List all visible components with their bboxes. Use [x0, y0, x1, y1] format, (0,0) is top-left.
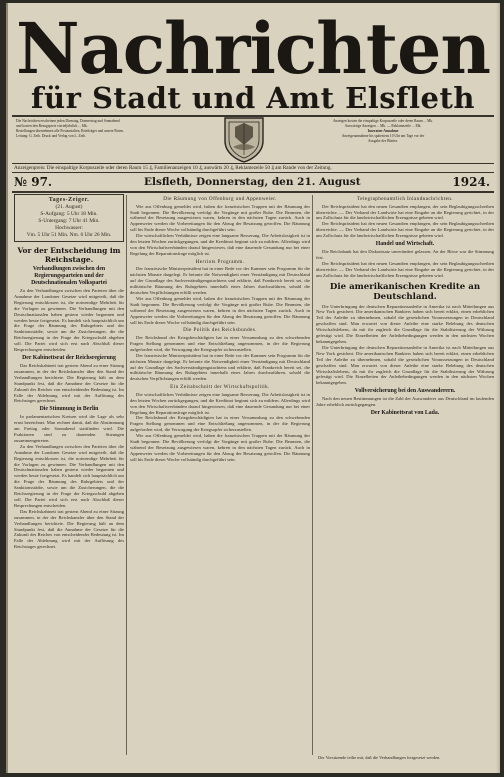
- article-subheadline: Verhandlungen zwischen den Regierungsparteien und der Deutschnationalen Volkspartei: [31, 266, 107, 286]
- article-body: Die wirtschaftlichen Verhältnisse zeigen eine langsame Besserung. Die Arbeitslosigkeit ist in den letzten Wochen zurückgegangen, und die Kreditnot beginnt sich zu mildern. Allerdings wird von den Wirtschaftsverbänden darauf hingewiesen, daß eine dauernde Gesundung nur bei einer Regelung der Reparationsfrage möglich ist.: [130, 233, 310, 256]
- dateline: [14, 173, 494, 191]
- column-separator: [126, 195, 127, 755]
- article-body: Wie aus Offenburg gemeldet wird, haben die französischen Truppen mit der Räumung der Stadt begonnen. Die Bevölkerung verfolgt die Vorgänge mit großer Ruhe. Die Beamten, die während der Besetzung ausgewiesen waren, kehren in den nächsten Tagen zurück. Auch in Appenweier werden die Vorbereitungen für den Abzug der Besatzung getroffen. Die Räumung soll bis Ende dieser Woche vollständig durchgeführt sein.: [130, 203, 310, 233]
- price-rule-top: [12, 163, 494, 164]
- info-left-line: Bestellungen übernehmen alle Postanstalten, Briefträger und unsere Boten.: [16, 129, 124, 133]
- footer-note: Der Vorsitzende teilte mit, daß die Verhandlungen fortgesetzt werden.: [318, 755, 441, 760]
- issue-date: Elsfleth, Donnerstag, den 21. August: [144, 176, 361, 188]
- issue-number: № 97.: [14, 175, 53, 189]
- column-right: [316, 194, 494, 756]
- article-body: Das Reichskabinett trat gestern Abend zu einer Sitzung zusammen, in der der Reichskanzler über den Stand der Verhandlungen berichtete. Die Regierung hält an dem Standpunkt fest, daß die Annahme der Gesetze für die Zukunft des Reiches von entscheidender Bedeutung ist. Im Falle der Ablehnung wird mit der Auflösung des Reichstages gerechnet.: [14, 362, 124, 404]
- tageszeiger-box: [14, 194, 124, 242]
- info-right: [274, 119, 492, 144]
- article-body: Der französische Ministerpräsident hat in einer Rede vor der Kammer sein Programm für die nächsten Monate dargelegt. Er betonte die Notwendigkeit einer Verständigung mit Deutschland auf der Grundlage des Sachverständigengutachtens und erklärte, daß Frankreich bereit sei, die militärische Räumung des Ruhrgebiets innerhalb eines Jahres durchzuführen, sobald die deutschen Verpflichtungen erfüllt werden.: [130, 352, 310, 382]
- article-headline: Telegraphenamtlich Inlandnachrichten.: [357, 196, 453, 202]
- article-body: Wie aus Offenburg gemeldet wird, haben die französischen Truppen mit der Räumung der Stadt begonnen. Die Bevölkerung verfolgt die Vorgänge mit großer Ruhe. Die Beamten, die während der Besetzung ausgewiesen waren, kehren in den nächsten Tagen zurück. Auch in Appenweier werden die Vorbereitungen für den Abzug der Besatzung getroffen. Die Räumung soll bis Ende dieser Woche vollständig durchgeführt sein.: [130, 295, 310, 325]
- dateline-rule: [12, 191, 494, 193]
- article-body: Zu den Verhandlungen zwischen den Parteien über die Annahme der Londoner Gesetze wird mitgeteilt, daß die Regierung entschlossen ist, die notwendige Mehrheit für die Vorlagen zu gewinnen. Die Verhandlungen mit den Deutschnationalen haben gestern wieder begonnen und werden heute fortgesetzt. Es handelt sich hauptsächlich um die Frage der Räumung des Ruhrgebiets und der Sanktionsstädte, sowie um die Zusicherungen, die die Reichsregierung in der Frage der Kriegsschuld abgeben soll. Die Partei wird sich erst nach Abschluß dieser Besprechungen entscheiden.: [14, 288, 124, 353]
- article-headline: Die Politik des Reichsbundes.: [183, 327, 257, 334]
- article-body: Wie aus Offenburg gemeldet wird, haben die französischen Truppen mit der Räumung der Stadt begonnen. Die Bevölkerung verfolgt die Vorgänge mit großer Ruhe. Die Beamten, die während der Besetzung ausgewiesen waren, kehren in den nächsten Tagen zurück. Auch in Appenweier werden die Vorbereitungen für den Abzug der Besatzung getroffen. Die Räumung soll bis Ende dieser Woche vollständig durchgeführt sein.: [130, 433, 310, 462]
- article-subheadline: Die Stimmung in Berlin: [39, 406, 99, 413]
- article-headline: Der Kabinettsrat von Lada.: [370, 410, 440, 417]
- tageszeiger-line: Vm. 5 Uhr 51 Min. Nm. 6 Uhr 26 Min.: [26, 232, 112, 238]
- info-left: [16, 119, 216, 139]
- tageszeiger-line: S-Aufgang: 5 Uhr 18 Min.: [40, 211, 98, 217]
- column-separator: [312, 195, 313, 755]
- article-headline: Herriots Programm.: [195, 258, 245, 265]
- tageszeiger-title: Tages-Zeiger.: [48, 197, 90, 203]
- article-body: Der Reichsbund der Kriegsbeschädigten hat in einer Versammlung zu den schwebenden Fragen Stellung genommen und eine Entschließung angenommen, in der die Regierung aufgefordert wird, die Versorgung der Kriegsopfer sicherzustellen.: [130, 415, 310, 433]
- info-right-line: Auswärtige Anzeigen ... Mk. — Reklamezeile ... Mk.: [344, 124, 422, 128]
- info-right-line: Anzeigen kosten die einspaltige Korpuszeile oder deren Raum ... Mk.: [332, 119, 434, 123]
- page-edge-shadow: [496, 3, 500, 773]
- tageszeiger-line: S-Untergang: 7 Uhr 41 Min.: [38, 218, 100, 224]
- article-headline: Die Räumung von Offenburg und Appenweier.: [163, 196, 277, 202]
- info-right-line: Anzeigenannahme bis spätestens 10 Uhr am Tage vor der: [341, 134, 425, 138]
- column-middle: [130, 194, 310, 756]
- masthead-subtitle: für Stadt und Amt Elsfleth: [31, 81, 475, 115]
- newspaper-page: [6, 3, 500, 773]
- masthead-title-text: Nachrichten: [16, 7, 491, 89]
- article-body: Nach den neuen Bestimmungen ist die Zahl der Auswanderer aus Deutschland im laufenden Jahre erheblich zurückgegangen.: [316, 396, 494, 408]
- article-body: Die Reichsbank hat den Diskontsatz unverändert gelassen. An der Börse war die Stimmung fest.: [316, 249, 494, 260]
- tageszeiger-date: (21. August): [55, 204, 83, 210]
- article-body: Der französische Ministerpräsident hat in einer Rede vor der Kammer sein Programm für die nächsten Monate dargelegt. Er betonte die Notwendigkeit einer Verständigung mit Deutschland auf der Grundlage des Sachverständigengutachtens und erklärte, daß Frankreich bereit sei, die militärische Räumung des Ruhrgebiets innerhalb eines Jahres durchzuführen, sobald die deutschen Verpflichtungen erfüllt werden.: [130, 266, 310, 295]
- article-body: Zu den Verhandlungen zwischen den Parteien über die Annahme der Londoner Gesetze wird mitgeteilt, daß die Regierung entschlossen ist, die notwendige Mehrheit für die Vorlagen zu gewinnen. Die Verhandlungen mit den Deutschnationalen haben gestern wieder begonnen und werden heute fortgesetzt. Es handelt sich hauptsächlich um die Frage der Räumung des Ruhrgebiets und der Sanktionsstädte, sowie um die Zusicherungen, die die Reichsregierung in der Frage der Kriegsschuld abgeben soll. Die Partei wird sich erst nach Abschluß dieser Besprechungen entscheiden.: [14, 443, 124, 508]
- article-headline: Vor der Entscheidung im Reichstage.: [17, 246, 121, 264]
- article-subheadline: Der Kabinettsrat der Reichsregierung: [22, 354, 116, 361]
- info-left-line: Die Nachrichten erscheinen jeden Dienstag, Donnerstag und Sonnabend: [16, 119, 120, 123]
- info-right-line: Ausgabe des Blattes.: [367, 139, 399, 143]
- article-body: Der Reichsbund der Kriegsbeschädigten hat in einer Versammlung zu den schwebenden Fragen Stellung genommen und eine Entschließung angenommen, in der die Regierung aufgefordert wird, die Versorgung der Kriegsopfer sicherzustellen.: [130, 335, 310, 352]
- masthead-title: [12, 7, 494, 89]
- article-body: Die Unterbringung der deutschen Reparationsanleihe in Amerika ist nach Mitteilungen aus New York gesichert. Die amerikanischen Bankiers haben sich bereit erklärt, einen erheblichen Teil der Anleihe zu übernehmen, sobald die gesetzlichen Voraussetzungen in Deutschland geschaffen sind. Man erwartet von dieser Anleihe eine starke Belebung des deutschen Wirtschaftslebens, da mit ihr zugleich die Grundlage für die Stabilisierung der Währung gefestigt wird. Die Einzelheiten der Anleihebedingungen werden in den nächsten Wochen bekanntgegeben.: [316, 303, 494, 344]
- info-right-line: Inseraten-Annahme: [367, 129, 399, 133]
- coat-of-arms-icon: [221, 115, 267, 163]
- article-body: Das Reichskabinett trat gestern Abend zu einer Sitzung zusammen, in der der Reichskanzler über den Stand der Verhandlungen berichtete. Die Regierung hält an dem Standpunkt fest, daß die Annahme der Gesetze für die Zukunft des Reiches von entscheidender Bedeutung ist. Im Falle der Ablehnung wird mit der Auflösung des Reichstages gerechnet.: [14, 508, 124, 550]
- issue-year: 1924.: [452, 175, 490, 189]
- info-left-line: und kosten den Bezugspreis vierteljährlich ... Mk.: [16, 124, 88, 128]
- price-line: Anzeigenpreis: Die einspaltige Korpuszeile oder deren Raum 15 ₰, Familienanzeigen 10 ₰, auswärts 20 ₰, Reklamezeile 50 ₰ am Rande von der Zeitung.: [14, 165, 332, 171]
- article-body: In parlamentarischen Kreisen wird die Lage als sehr ernst bezeichnet. Man rechnet damit, daß die Abstimmung am Freitag oder Sonnabend stattfinden wird. Die Fraktionen sind zu dauernden Sitzungen zusammengetreten.: [14, 414, 124, 443]
- article-headline: Die amerikanischen Kredite an Deutschland.: [329, 281, 481, 302]
- article-body: Der Reichspräsident hat den neuen Gesandten empfangen, der sein Beglaubigungsschreiben überreichte. — Der Verband der Landwirte hat eine Eingabe an die Regierung gerichtet, in der um Zollschutz für die landwirtschaftlichen Erzeugnisse gebeten wird.: [316, 203, 494, 221]
- article-body: Die wirtschaftlichen Verhältnisse zeigen eine langsame Besserung. Die Arbeitslosigkeit ist in den letzten Wochen zurückgegangen, und die Kreditnot beginnt sich zu mildern. Allerdings wird von den Wirtschaftsverbänden darauf hingewiesen, daß eine dauernde Gesundung nur bei einer Regelung der Reparationsfrage möglich ist.: [130, 391, 310, 415]
- tageszeiger-line: Hochwasser:: [55, 225, 83, 231]
- article-headline: Ein Zeitabschnitt der Wirtschaftspolitik.: [170, 384, 270, 391]
- article-headline: Handel und Wirtschaft.: [375, 241, 435, 248]
- article-headline: Vollversicherung bei den Auswanderern.: [354, 388, 456, 395]
- article-body: Der Reichspräsident hat den neuen Gesandten empfangen, der sein Beglaubigungsschreiben überreichte. — Der Verband der Landwirte hat eine Eingabe an die Regierung gerichtet, in der um Zollschutz für die landwirtschaftlichen Erzeugnisse gebeten wird.: [316, 221, 494, 239]
- article-body: Der Reichspräsident hat den neuen Gesandten empfangen, der sein Beglaubigungsschreiben überreichte. — Der Verband der Landwirte hat eine Eingabe an die Regierung gerichtet, in der um Zollschutz für die landwirtschaftlichen Erzeugnisse gebeten wird.: [316, 260, 494, 278]
- info-left-line: Leitung: G. Zeih. Druck und Verlag von L. Zeih.: [16, 134, 86, 138]
- column-left: [14, 194, 124, 756]
- article-body: Die Unterbringung der deutschen Reparationsanleihe in Amerika ist nach Mitteilungen aus New York gesichert. Die amerikanischen Bankiers haben sich bereit erklärt, einen erheblichen Teil der Anleihe zu übernehmen, sobald die gesetzlichen Voraussetzungen in Deutschland geschaffen sind. Man erwartet von dieser Anleihe eine starke Belebung des deutschen Wirtschaftslebens, da mit ihr zugleich die Grundlage für die Stabilisierung der Währung gefestigt wird. Die Einzelheiten der Anleihebedingungen werden in den nächsten Wochen bekanntgegeben.: [316, 344, 494, 386]
